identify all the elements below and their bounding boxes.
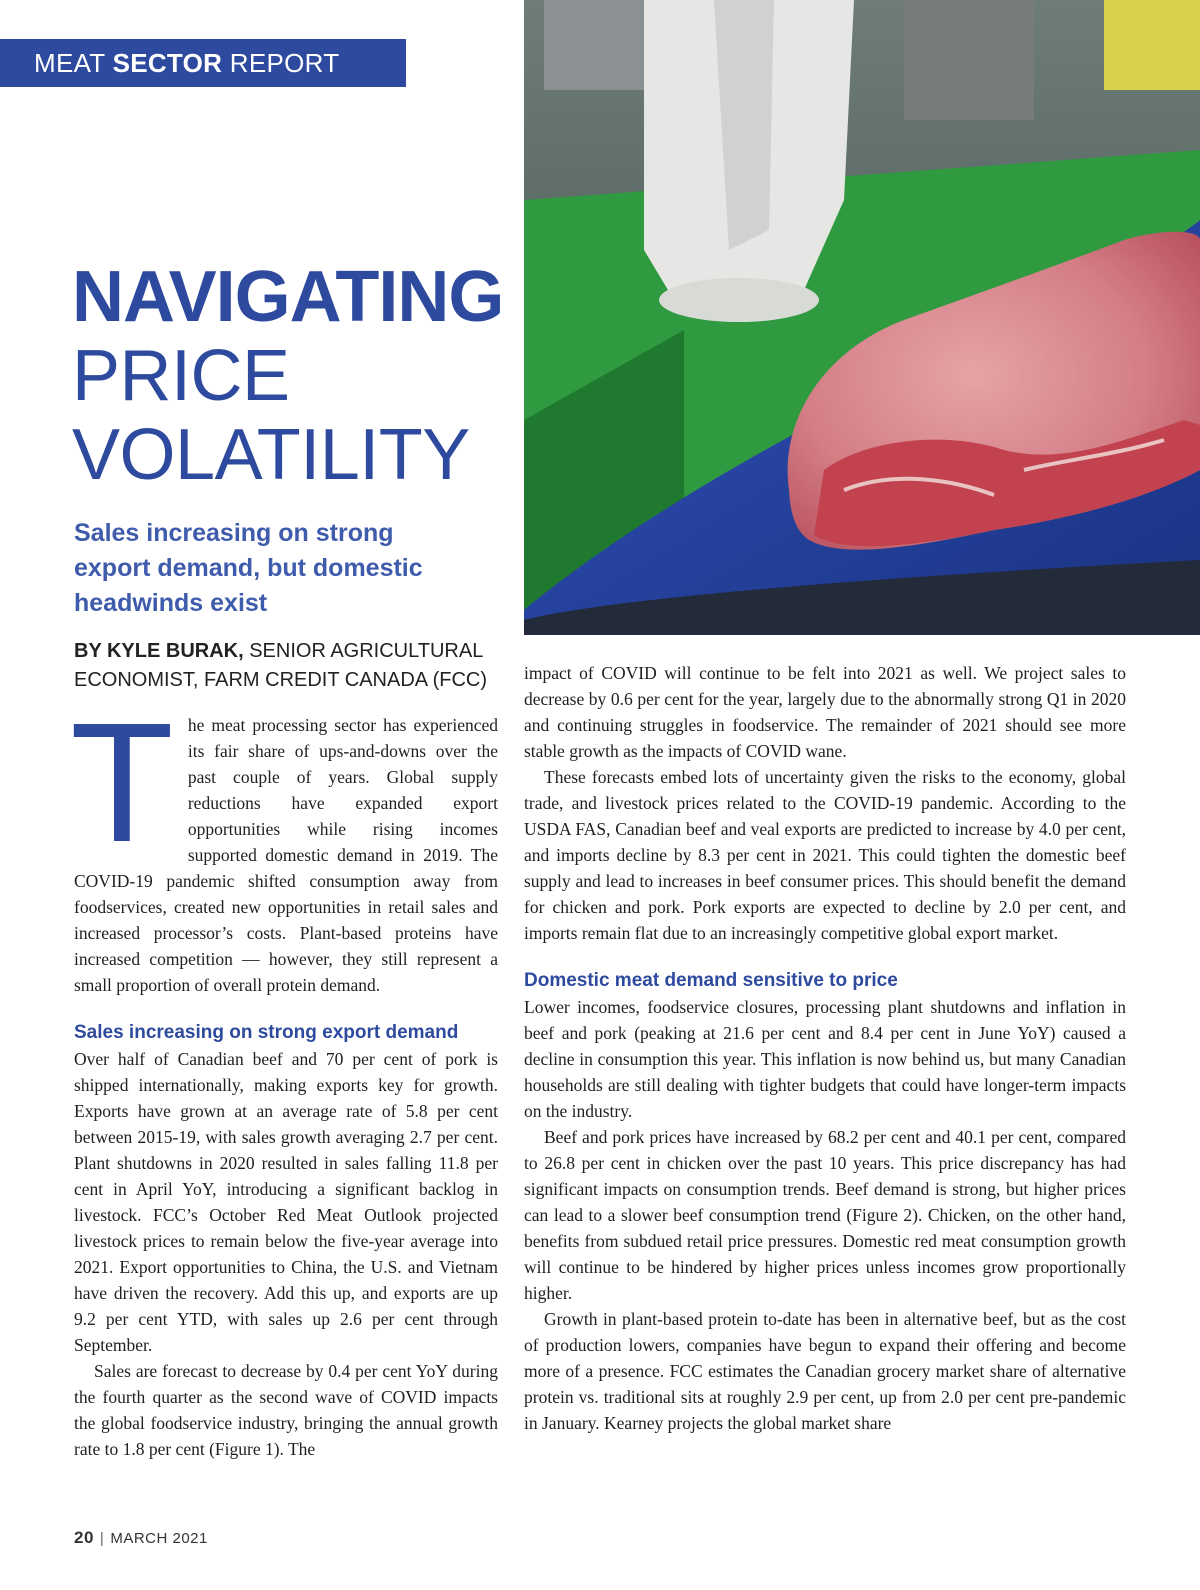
meat-processing-photo [524,0,1200,635]
headline [72,258,512,495]
paragraph: Lower incomes, foodservice closures, processing plant shutdowns and inflation in beef and pork (peaking at 21.6 per cent and 8.4 per cent in June YoY) caused a decline in consumption this year. This inflation is now behind us, but many Canadian households are still dealing with tighter budgets that could have longer-term impacts on the industry. [524,997,1126,1121]
paragraph: Over half of Canadian beef and 70 per cent of pork is shipped internationally, making exports key for growth. Exports have grown at an average rate of 5.8 per cent between 2015-19, with sales growth averaging 2.7 per cent. Plant shutdowns in 2020 resulted in sales falling 11.8 per cent in April YoY, introducing a significant backlog in livestock. FCC’s October Red Meat Outlook projected livestock prices to remain below the five-year average into 2021. Export opportunities to China, the U.S. and Vietnam have driven the recovery. Add this up, and exports are up 9.2 per cent YTD, with sales up 2.6 per cent through September. [74,1049,498,1355]
subhead-domestic-demand: Domestic meat demand sensitive to price [524,970,898,991]
paragraph: Beef and pork prices have increased by 68.2 per cent and 40.1 per cent, compared to 26.8 per cent in chicken over the past 10 years. This price discrepancy has had significant impacts on consumption trends. Beef demand is strong, but higher prices can lead to a slower beef consumption trend (Figure 2). Chicken, on the other hand, benefits from subdued retail price pressures. Domestic red meat consumption growth will continue to be hindered by higher prices unless incomes grow proportionally higher. [524,1127,1126,1303]
left-column [70,688,498,1462]
paragraph: Sales are forecast to decrease by 0.4 per cent YoY during the fourth quarter as the second wave of COVID impacts the global foodservice industry, bringing the annual growth rate to 1.8 per cent (Figure 1). The [74,1361,498,1459]
subhead-export-demand: Sales increasing on strong export demand [74,1022,459,1043]
paragraph: Growth in plant-based protein to-date has been in alternative beef, but as the cost of production lowers, companies have begun to expand their offering and become more of a presence. FCC estimates the Canadian grocery market share of alternative protein vs. traditional sits at roughly 2.9 per cent, up from 2.0 per cent pre-pandemic in January. Kearney projects the global market share [524,1309,1126,1433]
page-footer [74,1528,208,1548]
banner-bold: SECTOR [112,48,223,78]
headline-line-2: PRICE [72,336,290,416]
footer-separator: | [99,1530,105,1547]
banner-prefix: MEAT [34,48,113,78]
byline-author: BY KYLE BURAK, [74,640,244,662]
section-banner [0,39,406,87]
drop-cap: T [70,688,174,878]
page-number: 20 [74,1528,94,1547]
byline [74,637,514,695]
byline-role: SENIOR AGRICULTURAL ECONOMIST, FARM CREDIT CANADA (FCC) [74,640,487,691]
headline-line-1: NAVIGATING [72,257,504,337]
headline-line-3: VOLATILITY [72,415,470,495]
banner-suffix: REPORT [222,48,340,78]
issue-date: MARCH 2021 [110,1530,208,1547]
paragraph: impact of COVID will continue to be felt into 2021 as well. We project sales to decrease by 0.6 per cent for the year, largely due to the abnormally strong Q1 in 2020 and continuing struggles in foodservice. The remainder of 2021 should see more stable growth as the impacts of COVID wane. [524,663,1126,761]
deck: Sales increasing on strong export demand, but domestic headwinds exist [74,519,423,617]
intro-paragraph [70,688,498,998]
right-column [524,660,1126,1436]
paragraph: These forecasts embed lots of uncertainty given the risks to the economy, global trade, and livestock prices related to the COVID-19 pandemic. According to the USDA FAS, Canadian beef and veal exports are predicted to increase by 4.0 per cent, and imports decline by 8.3 per cent in 2021. This could tighten the domestic beef supply and lead to increases in beef consumer prices. This should benefit the demand for chicken and pork. Pork exports are expected to decline by 2.0 per cent, and imports remain flat due to an increasingly competitive global export market. [524,767,1126,943]
intro-text: he meat processing sector has experienced its fair share of ups-and-downs over the past couple of years. Global supply reductions have expanded export opportunities while rising incomes supported domestic demand in 2019. The COVID-19 pandemic shifted consumption away from foodservices, created new opportunities in retail sales and increased processor’s costs. Plant-based proteins have increased competition — however, they still represent a small proportion of overall protein demand. [74,715,498,995]
